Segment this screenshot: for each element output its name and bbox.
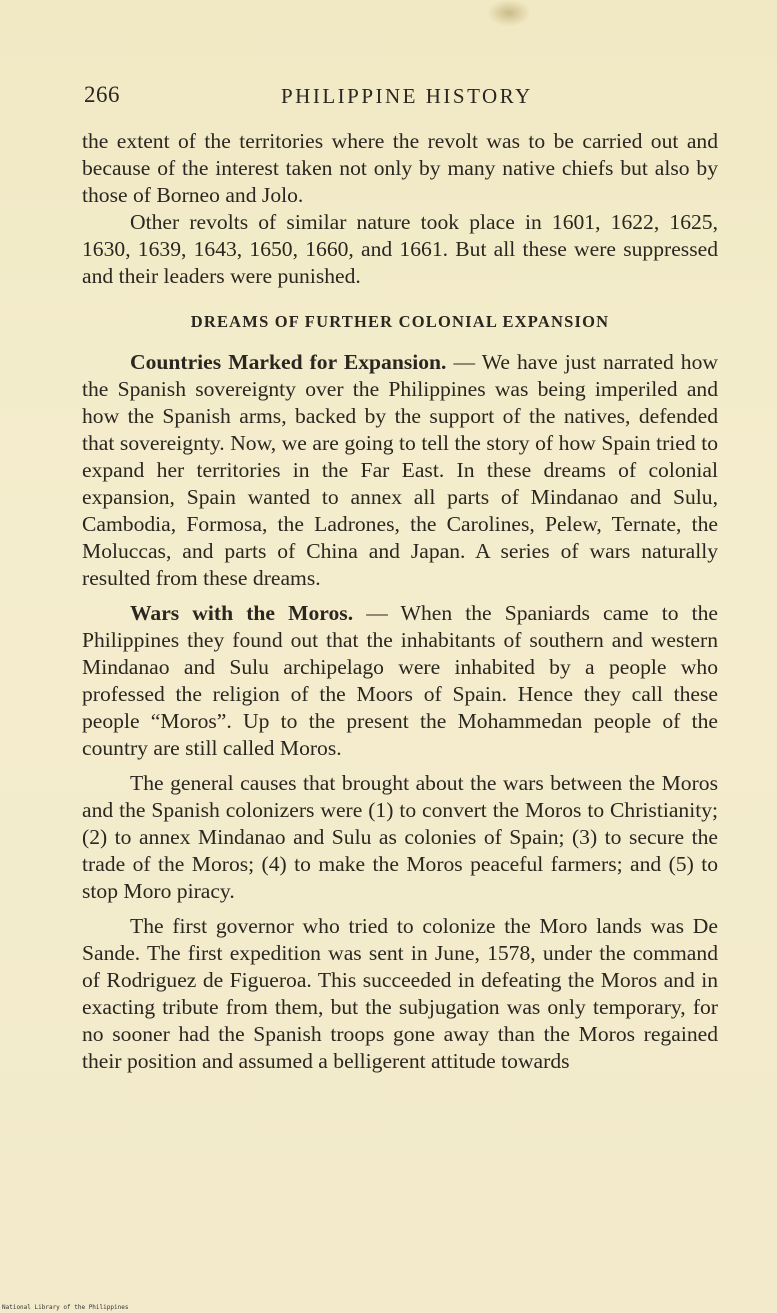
body-text: [82, 128, 718, 1075]
paragraph-continuation: the extent of the territories where the revolt was to be carried out and because of the interest taken not only by many native chiefs but also by those of Borneo and Jolo.: [82, 129, 718, 207]
paragraph-wars-with-moros: [82, 600, 718, 762]
library-credit: National Library of the Philippines: [2, 1304, 129, 1311]
paragraph-countries-marked: [82, 349, 718, 592]
run-in-heading-expansion: Countries Marked for Expansion.: [130, 350, 447, 374]
paper-stain: [488, 0, 530, 26]
paragraph-other-revolts: Other revolts of similar nature took place in 1601, 1622, 1625, 1630, 1639, 1643, 1650, 1660, and 1661. But all these were suppressed and their leaders were punished.: [82, 210, 718, 288]
paragraph-general-causes: The general causes that brought about the wars between the Moros and the Spanish colonizers were (1) to convert the Moros to Christianity; (2) to annex Mindanao and Sulu as colonies of Spain; (3) to secure the trade of the Moros; (4) to make the Moros peaceful farmers; and (5) to stop Moro piracy.: [82, 771, 718, 903]
paragraph-text: — We have just narrated how the Spanish sovereignty over the Philippines was being imperiled and how the Spanish arms, backed by the support of the natives, defended that sovereignty. Now, we are going to tell the story of how Spain tried to expand her territories in the Far East. In these dreams of colonial expansion, Spain wanted to annex all parts of Mindanao and Sulu, Cambodia, Formosa, the Ladrones, the Carolines, Pelew, Ternate, the Moluccas, and parts of China and Japan. A series of wars naturally resulted from these dreams.: [82, 350, 718, 590]
section-heading: DREAMS OF FURTHER COLONIAL EXPANSION: [190, 312, 610, 331]
page-header: [84, 80, 724, 114]
running-title: PHILIPPINE HISTORY: [281, 84, 533, 108]
paragraph-text: — When the Spaniards came to the Philippines they found out that the inhabitants of southern and western Mindanao and Sulu archipelago were inhabited by a people who professed the religion of the Moors of Spain. Hence they call these people “Moros”. Up to the present the Mohammedan people of the country are still called Moros.: [82, 601, 718, 760]
page-number: 266: [84, 82, 120, 107]
run-in-heading-moros: Wars with the Moros.: [130, 601, 354, 625]
paragraph-first-governor: The first governor who tried to colonize the Moro lands was De Sande. The first expedition was sent in June, 1578, under the command of Rodriguez de Figueroa. This succeeded in defeating the Moros and in exacting tribute from them, but the subjugation was only temporary, for no sooner had the Spanish troops gone away than the Moros regained their position and assumed a belligerent attitude towards: [82, 914, 718, 1073]
